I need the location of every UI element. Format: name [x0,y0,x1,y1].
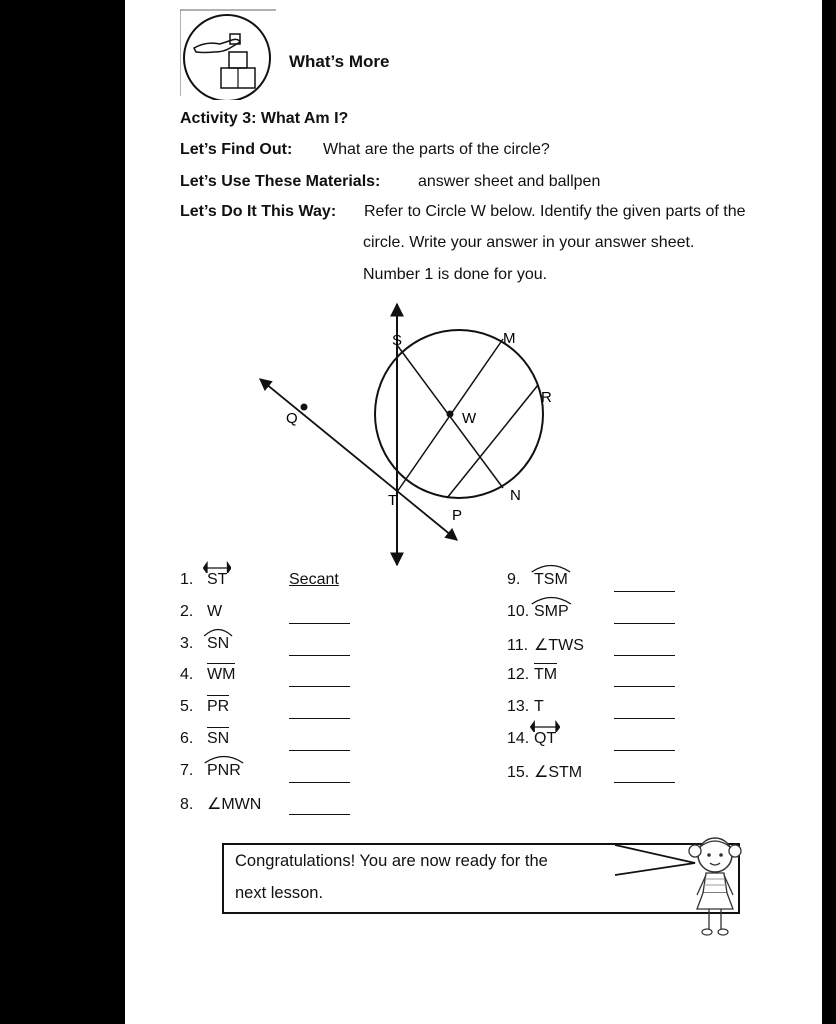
question-item [180,635,229,653]
find-out-text: What are the parts of the circle? [323,141,550,158]
answer-blank[interactable] [289,655,350,656]
question-label [534,698,544,716]
chord-pr [447,385,538,498]
question-item [507,571,568,589]
question-label [207,666,235,684]
answer-blank[interactable] [614,782,675,783]
center-w-dot [447,411,454,418]
tangent-qt [260,379,457,540]
question-number: 1. [180,571,194,588]
question-number: 15. [507,763,530,781]
question-number: 3. [180,634,194,652]
callout-line-1: Congratulations! You are now ready for the [235,852,548,870]
question-number: 7. [180,761,194,779]
label-w: W [462,410,477,427]
question-label [207,698,229,716]
label-r: R [541,389,552,406]
question-number: 9. [507,571,521,588]
answer-blank[interactable] [614,655,675,656]
question-label-text: SN [207,730,230,747]
question-label-text: ∠MWN [207,795,262,813]
label-m: M [503,330,516,347]
worksheet-page [125,0,822,1024]
question-label-text: ∠STM [534,763,583,781]
section-title: What’s More [289,52,390,71]
materials-label: Let’s Use These Materials: [180,173,381,190]
question-label-text: T [534,698,544,716]
question-item [180,698,229,716]
question-item [507,762,582,782]
question-label-text: PR [207,698,230,716]
arc-symbol-icon [203,625,233,637]
question-item [507,698,544,716]
girl-illustration [615,833,765,943]
question-label [207,635,229,653]
answer-text: Secant [289,571,339,588]
question-label-text: TSM [534,571,568,588]
question-label-text: WM [207,666,236,684]
question-number: 14. [507,730,530,747]
answer-blank[interactable] [614,623,675,624]
answer-blank[interactable] [614,686,675,687]
question-item [507,635,584,655]
question-label [207,603,222,621]
find-out-label: Let’s Find Out: [180,141,293,158]
question-item [180,666,235,684]
line-symbol-icon [530,720,560,732]
answer-blank[interactable] [289,623,350,624]
arc-symbol-icon [530,593,573,605]
question-item [180,603,222,621]
materials-text: answer sheet and ballpen [418,173,601,190]
question-label [534,635,584,655]
question-label-text: SMP [534,602,569,620]
question-label [534,603,569,621]
do-it-text-line-1: Refer to Circle W below. Identify the given parts of the [364,203,746,220]
question-number: 2. [180,602,194,620]
arc-symbol-icon [203,752,245,764]
line-symbol-icon [203,561,231,573]
question-number: 10. [507,602,530,620]
question-number: 5. [180,698,194,716]
question-number: 11. [507,636,529,654]
circle-w-diagram [240,295,600,575]
do-it-text-line-3: Number 1 is done for you. [363,266,548,283]
question-item [507,603,569,621]
label-q: Q [286,410,298,427]
answer-blank[interactable] [614,718,675,719]
answer-blank[interactable] [289,686,350,687]
question-item [180,571,227,589]
question-label-text: ST [207,571,228,588]
callout-line-2: next lesson. [235,884,324,902]
question-label-text: TM [534,666,558,684]
answer-blank[interactable] [289,750,350,751]
question-label [534,730,556,748]
question-number: 4. [180,666,194,684]
answer-blank[interactable] [289,814,350,815]
question-label [207,730,229,748]
question-item [180,730,229,748]
question-item [180,794,261,814]
question-number: 6. [180,730,194,747]
question-label-text: QT [534,730,557,747]
label-t: T [388,492,398,509]
question-label-text: W [207,602,223,620]
circle-w [375,330,543,498]
question-label-text: SN [207,634,230,652]
point-q-dot [301,404,308,411]
question-label [207,794,261,814]
activity-title: Activity 3: What Am I? [180,110,349,127]
question-number: 12. [507,666,530,684]
question-label [534,666,557,684]
do-it-label: Let’s Do It This Way: [180,203,337,220]
whats-more-logo-icon [180,8,278,100]
label-s: S [392,332,403,349]
question-label [207,762,241,780]
question-label [534,571,568,589]
do-it-text-line-2: circle. Write your answer in your answer sheet. [363,234,695,251]
question-label-text: ∠TWS [534,636,584,654]
question-label [534,762,582,782]
question-number: 8. [180,795,194,813]
question-number: 13. [507,698,530,716]
question-item [180,762,241,780]
question-item [507,730,556,748]
label-n: N [510,487,521,504]
label-p: P [452,507,463,524]
answer-blank[interactable] [289,782,350,783]
answer-blank[interactable] [614,591,675,592]
question-label [207,571,227,589]
answer-blank[interactable] [289,718,350,719]
answer-blank[interactable] [614,750,675,751]
question-item [507,666,557,684]
arc-symbol-icon [530,561,572,573]
question-label-text: PNR [207,761,241,779]
